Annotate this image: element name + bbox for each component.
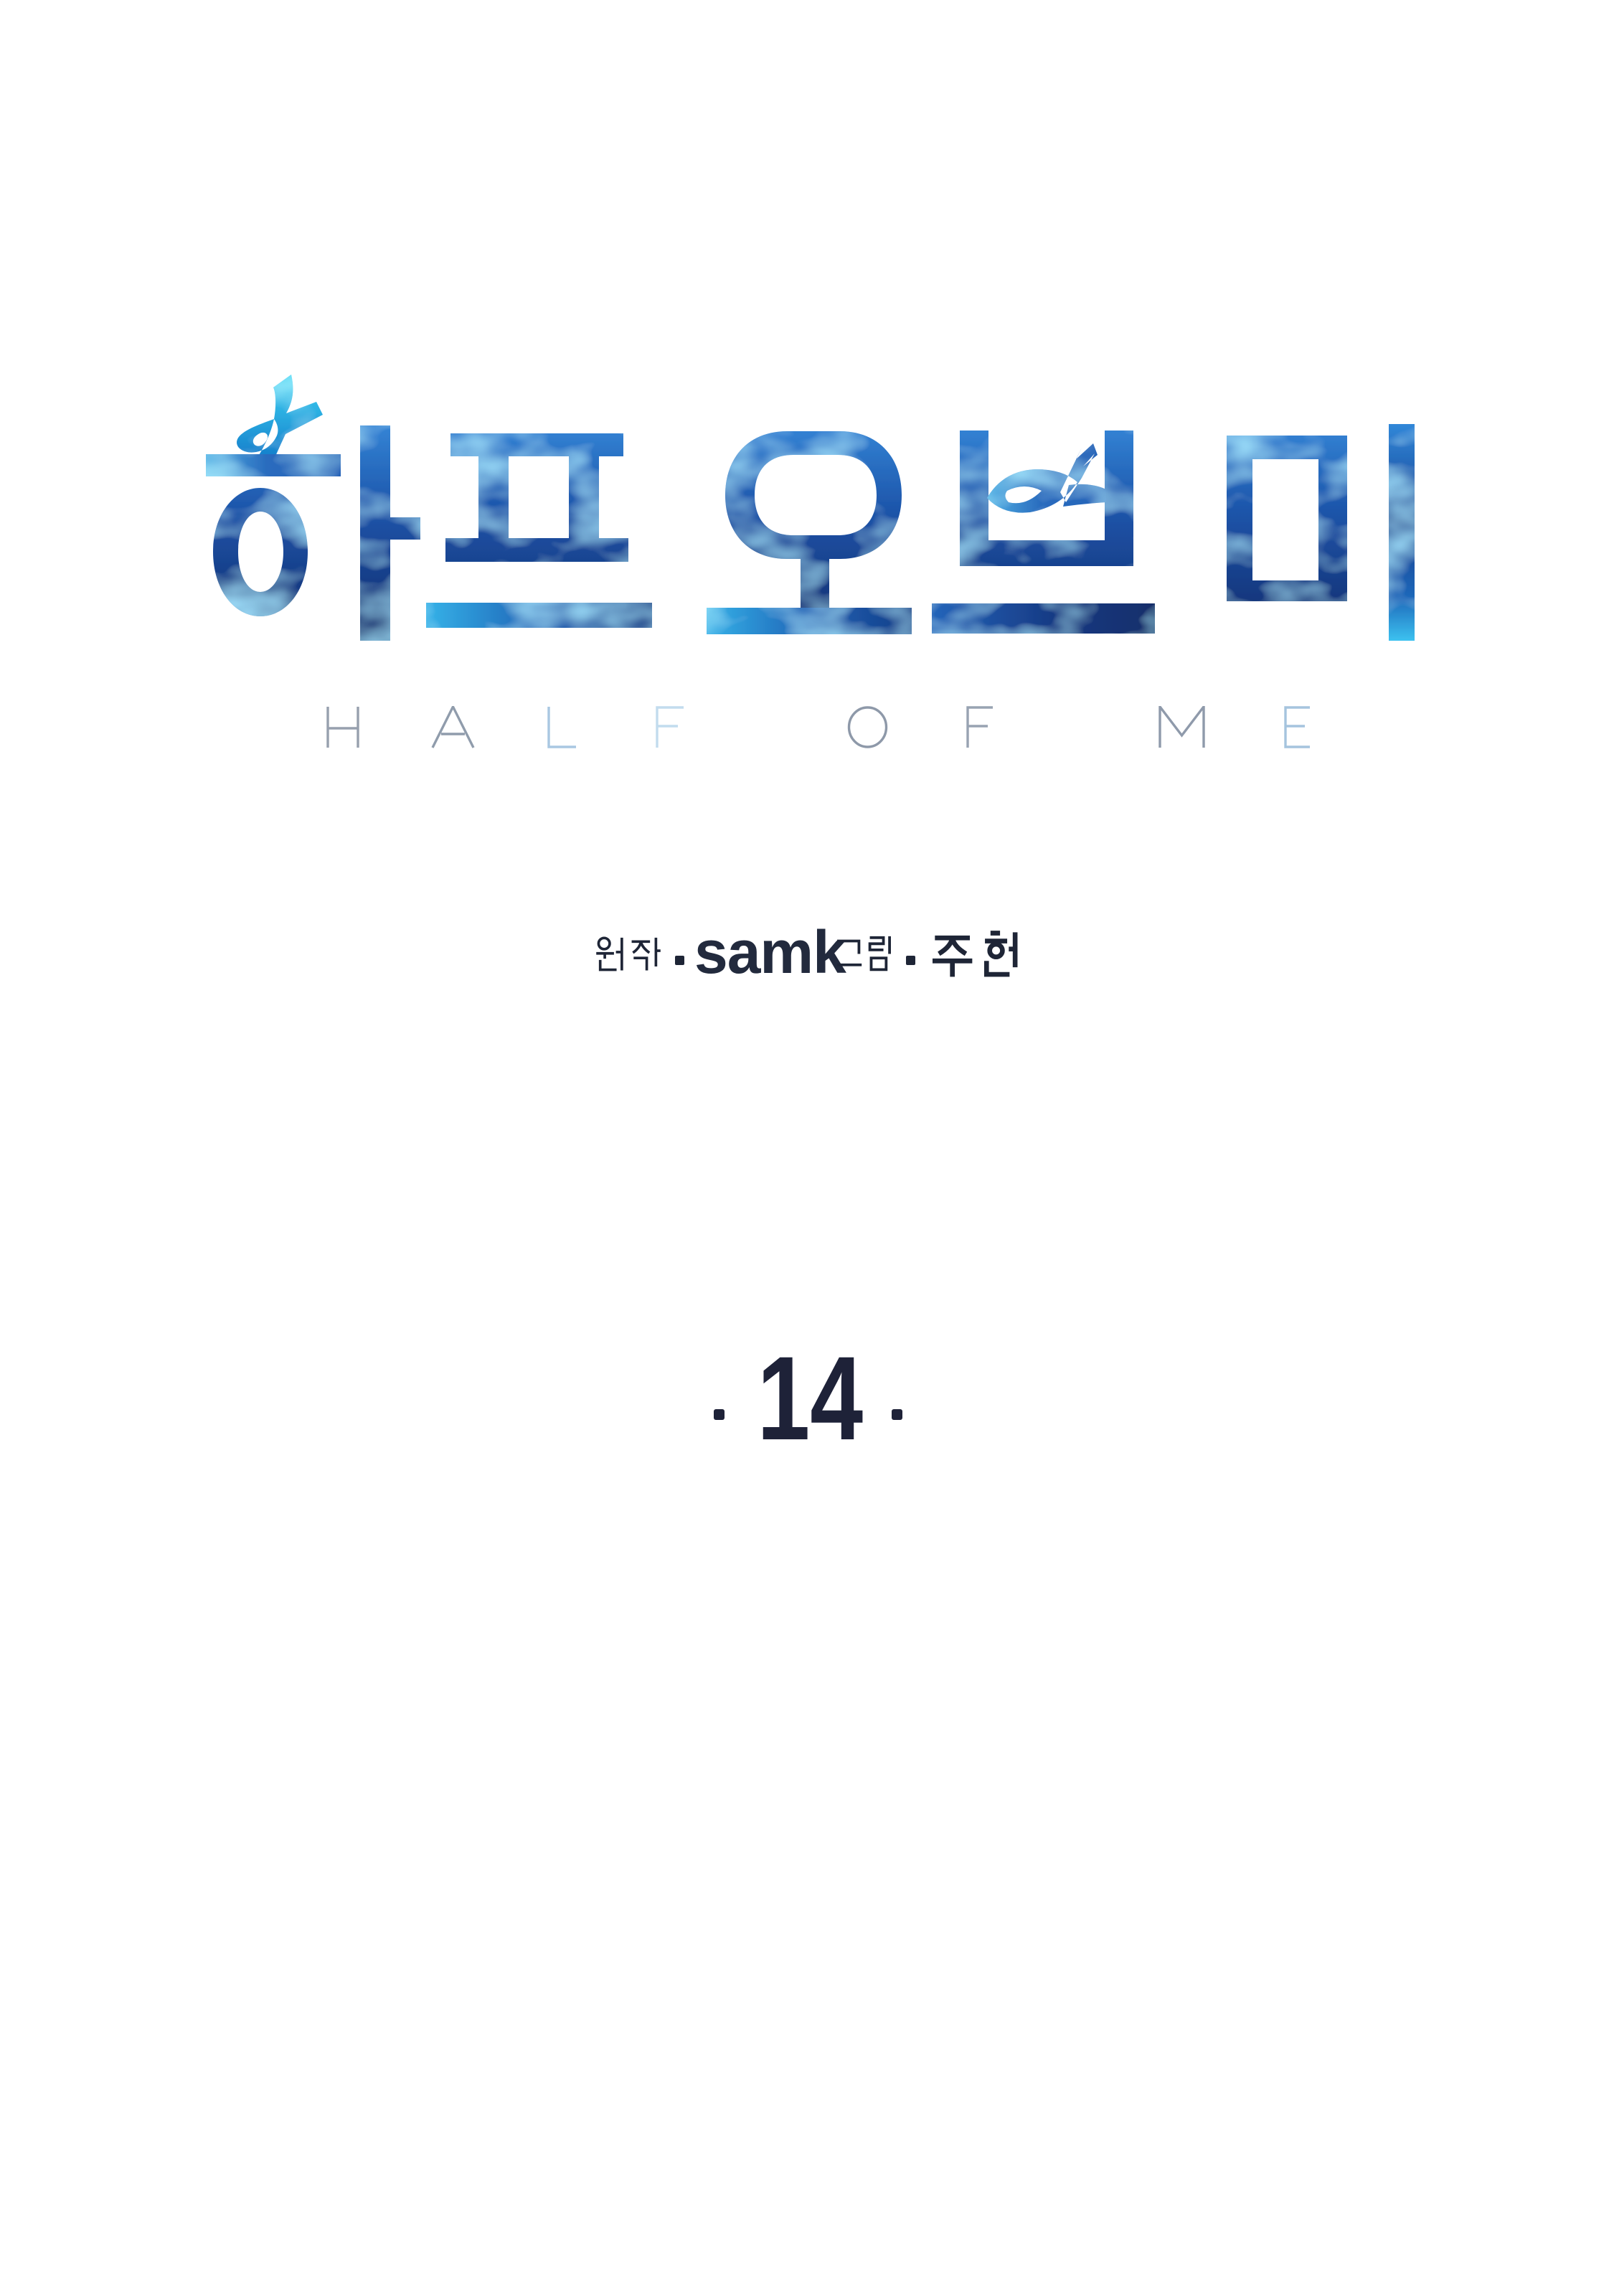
- subtitle-letter-f2: [968, 707, 993, 748]
- peu-right-leg: [569, 456, 599, 538]
- ha-flame-ornament: [237, 375, 323, 456]
- ha-a-stem: [360, 425, 390, 641]
- mi-box: [1227, 436, 1347, 601]
- credit-art-label: [836, 935, 893, 974]
- credit-original-author: samk: [694, 918, 846, 986]
- episode-dot-left: [714, 1409, 725, 1420]
- episode-number: 14: [757, 1332, 864, 1465]
- mi-i-stem: [1389, 424, 1415, 641]
- subtitle: [326, 706, 1310, 748]
- ha-hieut-bar: [206, 454, 341, 476]
- o-stem: [801, 559, 829, 608]
- subtitle-letter-o: [849, 707, 887, 747]
- title-glyph-ha: [206, 375, 420, 641]
- subtitle-letter-l: [549, 707, 576, 747]
- o-bottom-bar: [707, 608, 912, 634]
- peu-eu-bar: [426, 603, 652, 628]
- episode-dot-right: [892, 1409, 902, 1420]
- ha-hieut-ring: [213, 488, 308, 616]
- peu-mid-bar: [445, 538, 628, 562]
- title-glyph-o: [707, 431, 912, 634]
- title-glyph-peu: [426, 433, 652, 628]
- credit-artist-name: [933, 931, 1021, 980]
- subtitle-letter-a: [433, 707, 473, 748]
- o-ring: [725, 431, 902, 559]
- title-glyph-beu: [932, 430, 1155, 634]
- beu-cross-bar: [960, 540, 1133, 566]
- beu-fish-ornament: [987, 443, 1106, 513]
- credit-separator-dot: [906, 956, 915, 965]
- credit-original-label: [595, 936, 661, 974]
- subtitle-letter-f1: [657, 707, 684, 748]
- subtitle-letter-h: [328, 707, 358, 748]
- peu-top-bar: [450, 433, 623, 456]
- peu-left-leg: [478, 456, 509, 538]
- subtitle-letter-e: [1285, 707, 1310, 747]
- ha-a-tick: [390, 517, 420, 540]
- title-glyph-mi: [1227, 424, 1415, 641]
- credit-separator-dot: [675, 956, 684, 965]
- beu-eu-bar: [932, 603, 1155, 634]
- title-logo: [0, 0, 1614, 682]
- subtitle-letter-m: [1160, 707, 1204, 748]
